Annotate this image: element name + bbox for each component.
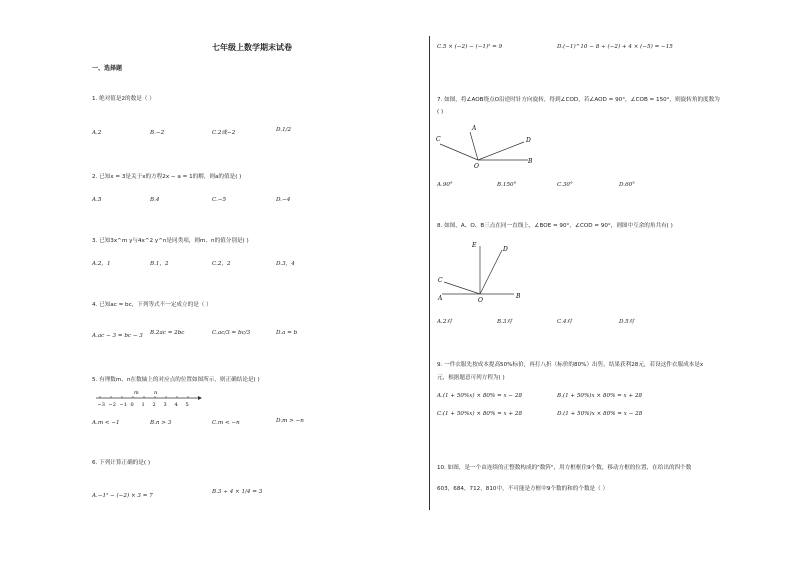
q7-label-a: A — [472, 125, 477, 132]
q2-option-a[interactable]: A.5 — [92, 197, 102, 203]
q9-stem-cont: 元，根据题意可列方程为( ) — [437, 375, 505, 381]
q5-option-a[interactable]: A.m < −1 — [92, 420, 120, 426]
q6-option-b[interactable]: B.3 ÷ 4 × 1/4 = 3 — [212, 489, 263, 495]
q8-label-e: E — [472, 242, 477, 249]
q3-stem: 3. 已知3x^m y与4x^2 y^n是同类项，则m、n的值分别是( ) — [92, 238, 249, 244]
q8-option-a[interactable]: A.2对 — [437, 319, 452, 325]
q5-option-d[interactable]: D.m > −n — [276, 418, 304, 424]
q3-option-b[interactable]: B.1，2 — [150, 261, 169, 267]
q9-option-d[interactable]: D.(1 + 50%)x × 80% = x − 28 — [557, 411, 643, 417]
number-line-tick-label: 3 — [163, 402, 167, 408]
q9-stem: 9. 一件衣服先按成本提高50%标价，再打八折（标价的80%）出售，结果获利28元，若设这件衣服成本是x — [437, 362, 704, 368]
q6-option-c[interactable]: C.5 × (−2) − (−1)² = 9 — [437, 44, 503, 50]
q7-label-b: B — [528, 158, 533, 165]
q7-option-a[interactable]: A.90° — [437, 182, 453, 188]
q6-stem: 6. 下列计算正确的是( ) — [92, 460, 151, 466]
q8-label-a: A — [438, 295, 443, 302]
number-line-tick-label: 0 — [130, 402, 134, 408]
q4-option-a[interactable]: A.ac − 3 = bc − 3 — [92, 333, 143, 339]
q7-label-d: D — [526, 137, 531, 144]
q3-option-a[interactable]: A.2，1 — [92, 261, 111, 267]
q9-option-a[interactable]: A.(1 + 50%x) × 80% = x − 28 — [437, 393, 523, 399]
number-line-m-label: m — [134, 390, 139, 396]
q4-option-b[interactable]: B.2ac = 2bc — [150, 330, 185, 336]
section-heading: 一、选择题 — [92, 65, 123, 72]
number-line-tick-label: 2 — [152, 402, 156, 408]
q10-stem-cont: 603，684，712，810中，不可能是方框中9个数的和的个数是（ ） — [437, 486, 609, 492]
q2-option-d[interactable]: D.−4 — [276, 197, 291, 203]
q6-option-d[interactable]: D.(−1)^10 − 8 ÷ (−2) + 4 × (−5) = −15 — [557, 44, 673, 50]
number-line-tick-label: −3 — [97, 402, 105, 408]
q7-label-c: C — [436, 136, 441, 143]
number-line-tick-label: 5 — [185, 402, 189, 408]
q7-option-c[interactable]: C.30° — [557, 182, 573, 188]
number-line — [92, 386, 202, 408]
q10-stem: 10. 如图，是一个由连续的正整数构成的"数阵"，用方框框住9个数，移动方框的位置，在给出的四个数 — [437, 465, 692, 471]
q3-option-c[interactable]: C.2，2 — [212, 261, 231, 267]
q4-stem: 4. 已知ac = bc，下列等式不一定成立的是（ ） — [92, 302, 212, 308]
q2-option-c[interactable]: C.−5 — [212, 197, 227, 203]
q1-option-b[interactable]: B.−2 — [150, 130, 165, 136]
q7-option-d[interactable]: D.60° — [619, 182, 635, 188]
q4-option-c[interactable]: C.ac/3 = bc/3 — [212, 330, 251, 336]
number-line-tick-label: −1 — [119, 402, 127, 408]
q9-option-c[interactable]: C.(1 + 50%x) × 80% = x + 28 — [437, 411, 523, 417]
q5-stem: 5. 有理数m、n在数轴上的对应点的位置如图所示，则正确结论是( ) — [92, 377, 260, 383]
q2-option-b[interactable]: B.4 — [150, 197, 160, 203]
q8-label-d: D — [503, 246, 508, 253]
q8-label-b: B — [516, 293, 521, 300]
q9-option-b[interactable]: B.(1 + 50%)x × 80% = x + 28 — [557, 393, 643, 399]
q1-option-d[interactable]: D.1/2 — [276, 127, 292, 133]
number-line-tick-label: −2 — [108, 402, 116, 408]
q8-angle-figure — [434, 236, 529, 304]
q5-option-c[interactable]: C.m < −n — [212, 420, 240, 426]
number-line-tick-label: 4 — [174, 402, 178, 408]
q1-stem: 1. 绝对值是2的数是（ ） — [92, 96, 155, 102]
q8-label-o: O — [478, 297, 483, 304]
q7-stem-cont: ( ) — [437, 109, 444, 115]
q7-stem: 7. 如图，将∠AOB绕点O沿逆时针方向旋转，得到∠COD，若∠AOD = 90°，∠COB = 150°，则旋转角的度数为 — [437, 97, 720, 103]
number-line-tick-label: 1 — [141, 402, 145, 408]
q8-option-d[interactable]: D.5对 — [619, 319, 635, 325]
column-divider — [429, 36, 430, 510]
q7-angle-figure — [432, 120, 542, 170]
q1-option-c[interactable]: C.2或−2 — [212, 130, 236, 136]
q3-option-d[interactable]: D.3，4 — [276, 261, 295, 267]
q8-stem: 8. 如图，A、O、B三点在同一直线上，∠BOE = 90°，∠COD = 90°，则图中互余的角共有( ) — [437, 223, 673, 229]
q5-option-b[interactable]: B.n > 3 — [150, 420, 172, 426]
q7-option-b[interactable]: B.150° — [497, 182, 517, 188]
number-line-n-label: n — [154, 390, 158, 396]
q2-stem: 2. 已知x = 3是关于x的方程2x − a = 1的解，则a的值是( ) — [92, 174, 242, 180]
q6-option-a[interactable]: A.−1² − (−2) × 3 = 7 — [92, 493, 153, 499]
q8-option-c[interactable]: C.4对 — [557, 319, 573, 325]
q8-label-c: C — [438, 277, 443, 284]
page-title: 七年级上数学期末试卷 — [212, 43, 292, 52]
q8-option-b[interactable]: B.3对 — [497, 319, 513, 325]
q4-option-d[interactable]: D.a = b — [276, 330, 298, 336]
q1-option-a[interactable]: A.2 — [92, 130, 102, 136]
q7-label-o: O — [474, 163, 479, 170]
